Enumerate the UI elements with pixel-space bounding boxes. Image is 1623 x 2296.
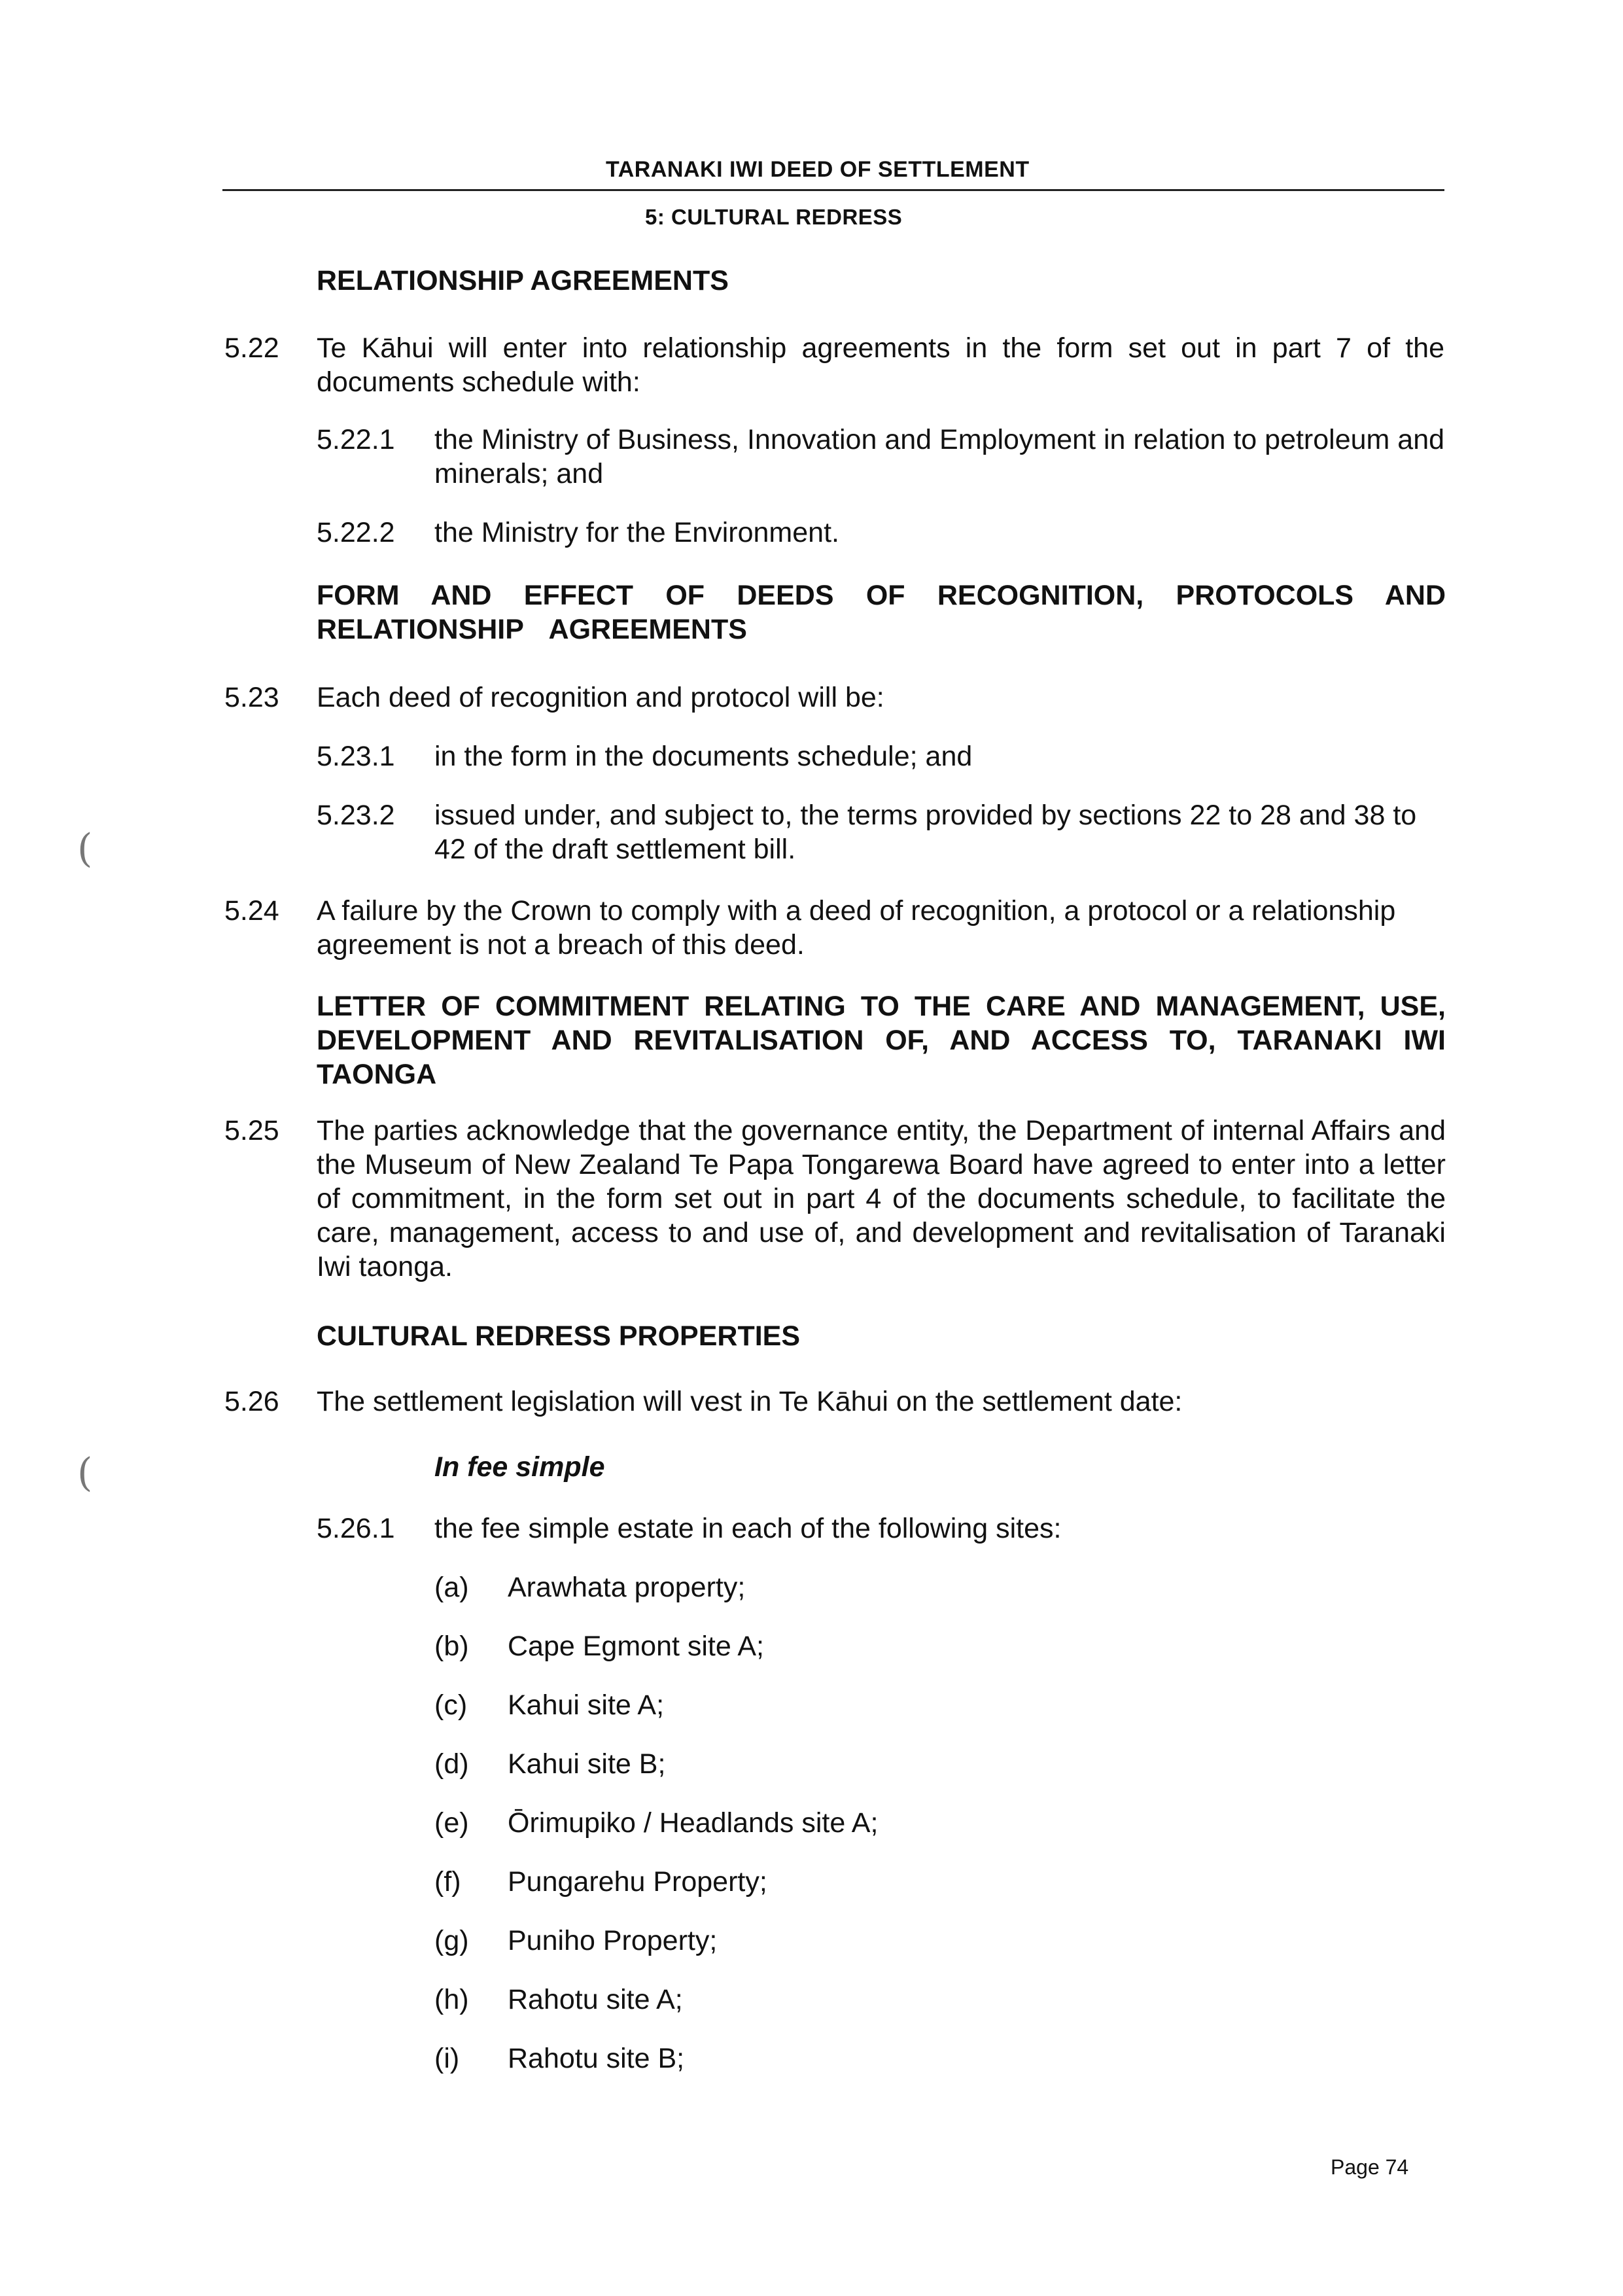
list-item-label: (c) — [434, 1689, 468, 1721]
heading-letter-of-commitment: LETTER OF COMMITMENT RELATING TO THE CARE AND MANAGEMENT, USE, DEVELOPMENT AND REVITALISATION OF, AND ACCESS TO, TARANAKI IWI TAONGA — [317, 991, 1446, 1090]
header-rule — [222, 189, 1444, 191]
clause-text: A failure by the Crown to comply with a deed of recognition, a protocol or a relationship agreement is not a breach of this deed. — [317, 895, 1396, 961]
section-subtitle: 5: CULTURAL REDRESS — [645, 205, 903, 229]
list-item-label: (a) — [434, 1572, 469, 1603]
clause-text: in the form in the documents schedule; and — [434, 741, 973, 772]
list-item: Ōrimupiko / Headlands site A; — [508, 1807, 879, 1839]
clause-text: The parties acknowledge that the governance entity, the Department of internal Affairs and the Museum of New Zealand Te Papa Tongarewa Board have agreed to enter into a letter of commitment, in the form set out in part 4 of the documents schedule, to facilitate the care, management, access to and use of, and development and revitalisation of Taranaki Iwi taonga. — [317, 1115, 1446, 1282]
list-item-label: (g) — [434, 1925, 469, 1956]
list-item: Kahui site B; — [508, 1748, 666, 1780]
list-item: Puniho Property; — [508, 1925, 718, 1956]
clause-text: Each deed of recognition and protocol will be: — [317, 682, 884, 713]
document-title: TARANAKI IWI DEED OF SETTLEMENT — [606, 157, 1030, 182]
list-item-label: (f) — [434, 1866, 461, 1898]
clause-number: 5.25 — [224, 1115, 279, 1146]
clause-number: 5.23.2 — [317, 800, 395, 831]
punch-hole-mark: ( — [77, 1450, 93, 1496]
list-item-label: (i) — [434, 2043, 460, 2074]
clause-number: 5.23.1 — [317, 741, 395, 772]
list-item: Arawhata property; — [508, 1572, 746, 1603]
heading-cultural-redress-properties: CULTURAL REDRESS PROPERTIES — [317, 1320, 801, 1352]
punch-hole-mark: ( — [77, 826, 93, 872]
list-item-label: (h) — [434, 1984, 469, 2015]
clause-text: Te Kāhui will enter into relationship agreements in the form set out in part 7 of the documents schedule with: — [317, 332, 1444, 398]
clause-number: 5.22.2 — [317, 517, 395, 548]
list-item-label: (d) — [434, 1748, 469, 1780]
clause-text: the Ministry for the Environment. — [434, 517, 839, 548]
list-item: Rahotu site A; — [508, 1984, 683, 2015]
list-item-label: (e) — [434, 1807, 469, 1839]
list-item: Cape Egmont site A; — [508, 1631, 764, 1662]
list-item: Pungarehu Property; — [508, 1866, 767, 1898]
list-item: Kahui site A; — [508, 1689, 665, 1721]
clause-number: 5.23 — [224, 682, 279, 713]
subheading-in-fee-simple: In fee simple — [434, 1451, 605, 1483]
clause-number: 5.26.1 — [317, 1513, 395, 1544]
clause-text: the fee simple estate in each of the following sites: — [434, 1513, 1062, 1544]
heading-relationship-agreements: RELATIONSHIP AGREEMENTS — [317, 265, 729, 296]
clause-text: issued under, and subject to, the terms provided by sections 22 to 28 and 38 to 42 of the draft settlement bill. — [434, 800, 1417, 865]
list-item-label: (b) — [434, 1631, 469, 1662]
clause-number: 5.26 — [224, 1386, 279, 1417]
clause-number: 5.22 — [224, 332, 279, 364]
heading-form-and-effect: FORM AND EFFECT OF DEEDS OF RECOGNITION, PROTOCOLS AND RELATIONSHIP AGREEMENTS — [317, 580, 1446, 645]
clause-number: 5.22.1 — [317, 424, 395, 455]
clause-text: The settlement legislation will vest in Te Kāhui on the settlement date: — [317, 1386, 1183, 1417]
clause-number: 5.24 — [224, 895, 279, 927]
list-item: Rahotu site B; — [508, 2043, 685, 2074]
page-number: Page 74 — [1331, 2155, 1409, 2179]
clause-text: the Ministry of Business, Innovation and Employment in relation to petroleum and minerals; and — [434, 424, 1445, 489]
